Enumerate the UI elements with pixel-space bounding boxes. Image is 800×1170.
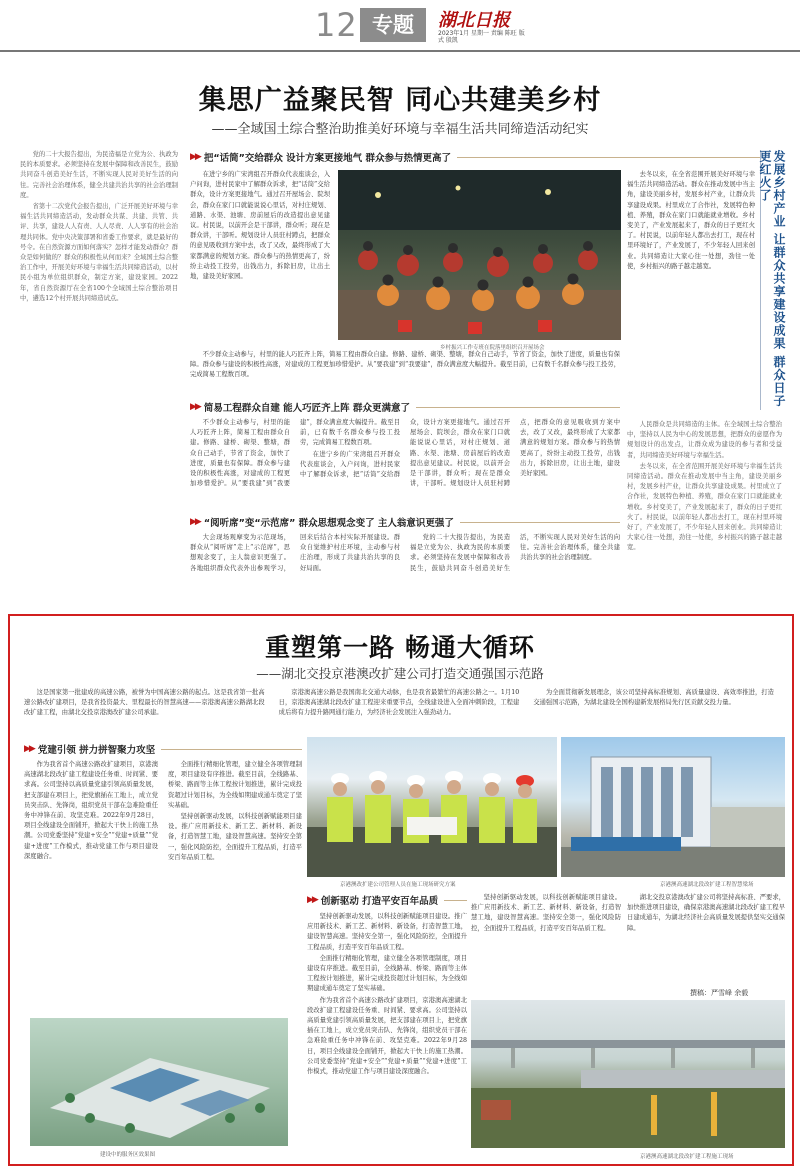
paragraph: 湖北交投京港澳改扩建公司将坚持高标准、严要求，加快推进项目建设，确保京港澳高速湖北段改扩建工程早日建成通车，为湖北经济社会高质量发展提供坚实交通保障。 [627,894,785,932]
construction-site-caption: 京港澳高速湖北段改扩建工程施工现场 [640,1154,734,1160]
divider [457,157,760,158]
paragraph: 不少群众主动参与，村里的能人巧匠齐上阵，简易工程由群众自建。修路、建桥、砌渠、整塘，群众自己动手，节省了资金，加快了进度，质量也有保障。群众参与建设的积极性高涨，对建成的工程更加珍惜爱护。从“要我建”到“我要建”，群众满意度大幅提升。截至目前，已有数千名群众参与投工投劳，完成简易工程数百项。 [190,351,620,379]
top-story-subhead: ——全域国土综合整治助推美好环境与幸福生活共同缔造活动纪实 [211,122,589,137]
paragraph: 为全面贯彻新发展理念，该公司坚持高标准规划、高质量建设、高效率推进，打造交通强国示范路，为湖北建设全国构建新发展格局先行区贡献交投力量。 [533,689,774,707]
page-header [0,0,800,52]
paragraph: 坚持创新驱动发展，以科技创新赋能项目建设。推广应用新技术、新工艺、新材料、新设备，打造智慧工地，建设智慧高速。坚持安全第一，强化风险防控，全面提升工程品质，打造平安百年品质工程。 [168,813,302,861]
section-label: 专题 [360,8,426,42]
paragraph: 这是国家第一批建成的高速公路，被誉为中国高速公路的起点。这是我省第一批高速公路改扩建项目，是我省投资最大、里程最长的智慧高速——京港澳高速公路湖北段改扩建工程，由湖北交投京港澳改扩建公司承建。 [24,689,265,717]
date-line: 2023年1月 星期一 责编 陈旺 版式 殷凯 [438,30,525,44]
feature-col-4 [627,893,785,983]
featured-subhead: ——湖北交投京港澳改扩建公司打造交通强国示范路 [256,666,544,681]
feature-col-3 [471,893,621,993]
chevron-icon: ▶▶ [190,152,200,162]
feature-mid-text [307,912,467,1157]
paragraph: 党的二十大报告提出，为民造福是立党为公、执政为民的本质要求。必须坚持在发展中保障和改善民生，鼓励共同奋斗创造美好生活，不断实现人民对美好生活的向往。完善社会治理体系，健全共建共治共享的社会治理制度。 [410,534,620,572]
chevron-icon: ▶▶ [307,895,317,905]
paragraph: 不少群众主动参与，村里的能人巧匠齐上阵，简易工程由群众自建。修路、建桥、砌渠、整塘，群众自己动手，节省了资金，加快了进度，质量也有保障。群众参与建设的积极性高涨，对建成的工程更加珍惜爱护。从“要我建”到“我要建”，群众满意度大幅提升。截至目前，已有数千名群众参与投工投劳，完成简易工程数百项。 [190,419,400,488]
byline: 撰稿：严雪峰 余毅 [690,989,749,997]
page-number: 12 [315,6,358,44]
workers-photo-caption: 京港澳改扩建公司管理人员在施工现场研究方案 [340,882,456,888]
feature-section-1 [24,742,302,756]
paragraph: 去冬以来，在全省范围开展美好环境与幸福生活共同缔造活动。群众在推动发展中当主角，建设美丽乡村，发展乡村产业，让群众共享建设成果。村里成立了合作社，发展特色种植、养殖，群众在家门口就能就业增收。乡村变美了，产业发展起来了，群众的日子更红火了。村民说，以前年轻人都出去打工，现在村里环境好了，产业发展了，不少年轻人回来创业。共同缔造让大家心往一处想，劲往一处使，乡村振兴的路子越走越宽。 [627,171,755,270]
bridge-yard-photo-caption: 京港澳高速湖北段改扩建工程智慧梁场 [660,882,754,888]
divider [416,407,620,408]
top-section-3-text [190,533,620,603]
chevron-icon: ▶▶ [24,744,34,754]
paragraph: 作为我省首个高速公路改扩建项目，京港澳高速湖北段改扩建工程建设任务重、时间紧、要求高。公司坚持以高质量党建引领高质量发展，把支部建在项目上，把党旗插在工地上，成立党员突击队、先锋岗，组织党员干部在急难险重任务中冲锋在前、攻坚克难。2022年9月28日，项目全线建设全面铺开，掀起大干快上的施工热潮。公司党委坚持“党建+安全”“党建+质量”“党建+进度”工作模式，推动党建工作与项目建设深度融合。 [307,996,467,1076]
service-area-rendering [30,1018,288,1146]
top-section-2-text [190,418,620,508]
intro-body: 省第十二次党代会报告提出，广泛开展美好环境与幸福生活共同缔造活动，发动群众共谋、共建、共管、共评、共享，建设人人有责、人人尽责、人人享有的社会治理共同体。党中央决策部署和省委工作要求，就是最好的号令。在自然资源方面如何落实？怎样才能发动群众？群众是如何做的？群众的积极性从何而来？全域国土综合整治工作中，开展美好环境与幸福生活共同缔造活动，以村民小组为单位组织群众，制定方案，建设家园。2022年，省自然资源厅在全省100个全域国土综合整治项目中，遴选12个村开展共同缔造试点。 [20,203,178,302]
top-aside [627,420,782,600]
section-title: 把“话筒”交给群众 设计方案更接地气 群众参与热情更高了 [203,153,451,164]
paragraph: 在进宁乡的广宋湾组召开群众代表座谈会，入户问询，进村民家中了解群众诉求，把“话筒”交给群众，设计方案更接地气。通过召开屋场会、院坝会，群众在家门口就能说说心里话，对村庄规划、道路、水渠、池塘、房前屋后的改造提出意见建议。村民说，以前开会是干部讲，群众听；现在是群众讲，干部听。规划设计人员驻村蹲点，把群众的意见吸收到方案中去，改了又改，最终形成了大家都满意的规划方案。群众参与的热情更高了，纷纷主动投工投劳，出钱出力，拆除旧房，让出土地，建设美好家园。 [300,419,620,488]
paragraph: 作为我省首个高速公路改扩建项目，京港澳高速湖北段改扩建工程建设任务重、时间紧、要求高。公司坚持以高质量党建引领高质量发展，把支部建在项目上，把党旗插在工地上，成立党员突击队、先锋岗，组织党员干部在急难险重任务中冲锋在前、攻坚克难。2022年9月28日，项目全线建设全面铺开，掀起大干快上的施工热潮。公司党委坚持“党建+安全”“党建+质量”“党建+进度”工作模式，推动党建工作与项目建设深度融合。 [24,761,158,860]
top-col-2b [190,350,620,390]
chevron-icon: ▶▶ [190,517,200,527]
intro-lead: 党的二十大报告提出，为民造福是立党为公、执政为民的本质要求。必须坚持在发展中保障和改善民生，鼓励共同奋斗创造美好生活，不断实现人民对美好生活的向往。完善社会治理体系，健全共建共治共享的社会治理制度。 [20,151,178,199]
newspaper-name: 湖北日报 [438,10,510,31]
featured-headline: 重塑第一路 畅通大循环 [265,633,535,662]
paragraph: 人民群众是共同缔造的主体。在全域国土综合整治中，坚持以人民为中心的发展思想，把群众的意愿作为规划设计的出发点，让群众成为建设的参与者和受益者，共同缔造美好环境与幸福生活。 [627,421,782,459]
paragraph: 京港澳高速公路是我国南北交通大动脉，也是我省最繁忙的高速公路之一。1月10日，京港澳高速湖北段改扩建工程迎来重要节点，全线建设进入全面冲刺阶段，工程建成后将有力提升路网通行能力，为经济社会发展注入强劲动力。 [278,689,520,717]
sidebar-vertical-headline: 发展乡村产业 让群众共享建设成果 群众日子更红火了 [760,150,786,410]
workers-photo [307,737,557,877]
top-col-4 [627,170,755,394]
top-section-1 [190,150,760,164]
construction-site-photo [471,1000,785,1148]
divider [444,900,467,901]
meeting-photo-caption: 乡村振兴工作专班在院落里组织召开屋场会 [440,345,545,351]
feature-left-text [24,760,302,1010]
divider [161,749,302,750]
chevron-icon: ▶▶ [190,402,200,412]
bridge-yard-photo [561,737,785,877]
feature-lead [24,688,774,730]
section-title: “阅听席”变“示范席” 群众思想观念变了 主人翁意识更强了 [203,518,454,529]
divider [460,522,620,523]
feature-section-2 [307,893,467,907]
paragraph: 在进宁乡的广宋湾组召开群众代表座谈会，入户问询，进村民家中了解群众诉求，把“话筒”交给群众，设计方案更接地气。通过召开屋场会、院坝会，群众在家门口就能说说心里话，对村庄规划、道路、水渠、池塘、房前屋后的改造提出意见建议。村民说，以前开会是干部讲，群众听；现在是群众讲，干部听。规划设计人员驻村蹲点，把群众的意见吸收到方案中去，改了又改，最终形成了大家都满意的规划方案。群众参与的热情更高了，纷纷主动投工投劳，出钱出力，拆除旧房，让出土地，建设美好家园。 [190,171,330,281]
paragraph: 全面推行精细化管理，建立健全各项管理制度，项目建设有序推进。截至目前，全线路基、桥梁、路面等主体工程按计划推进，累计完成投资超过计划目标，为全线如期建成通车奠定了坚实基础。 [307,954,467,993]
section-title: 创新驱动 打造平安百年品质 [320,896,439,907]
top-section-2 [190,400,620,414]
paragraph: 大会现场观摩变为示范现场，群众从“阅听席”走上“示范席”，思想观念变了，主人翁意识更强了。各地组织群众代表外出参观学习，回来后结合本村实际开展建设。群众自觉维护村庄环境，主动参与村庄治理，形成了共建共治共享的良好局面。 [190,534,400,572]
section-title: 党建引领 拼力拼智聚力攻坚 [37,745,156,756]
rendering-caption: 建设中的服务区效果图 [100,1152,156,1158]
paragraph: 全面推行精细化管理，建立健全各项管理制度，项目建设有序推进。截至目前，全线路基、桥梁、路面等主体工程按计划推进，累计完成投资超过计划目标，为全线如期建成通车奠定了坚实基础。 [168,761,302,809]
paragraph: 去冬以来，在全省范围开展美好环境与幸福生活共同缔造活动。群众在推动发展中当主角，建设美丽乡村，发展乡村产业，让群众共享建设成果。村里成立了合作社，发展特色种植、养殖，群众在家门口就能就业增收。乡村变美了，产业发展起来了，群众的日子更红火了。村民说，以前年轻人都出去打工，现在村里环境好了，产业发展了，不少年轻人回来创业。共同缔造让大家心往一处想，劲往一处使，乡村振兴的路子越走越宽。 [627,462,782,552]
section-title: 简易工程群众自建 能人巧匠齐上阵 群众更满意了 [203,403,410,414]
top-col-2 [190,170,330,380]
intro-column [20,150,178,590]
top-section-3 [190,515,620,529]
meeting-photo [338,170,621,340]
paragraph: 坚持创新驱动发展，以科技创新赋能项目建设。推广应用新技术、新工艺、新材料、新设备，打造智慧工地，建设智慧高速。坚持安全第一，强化风险防控，全面提升工程品质，打造平安百年品质工程。 [307,913,467,951]
paragraph: 坚持创新驱动发展，以科技创新赋能项目建设。推广应用新技术、新工艺、新材料、新设备，打造智慧工地，建设智慧高速。坚持安全第一，强化风险防控，全面提升工程品质，打造平安百年品质工程。 [471,894,621,932]
top-story-headline: 集思广益聚民智 同心共建美乡村 [198,85,602,116]
